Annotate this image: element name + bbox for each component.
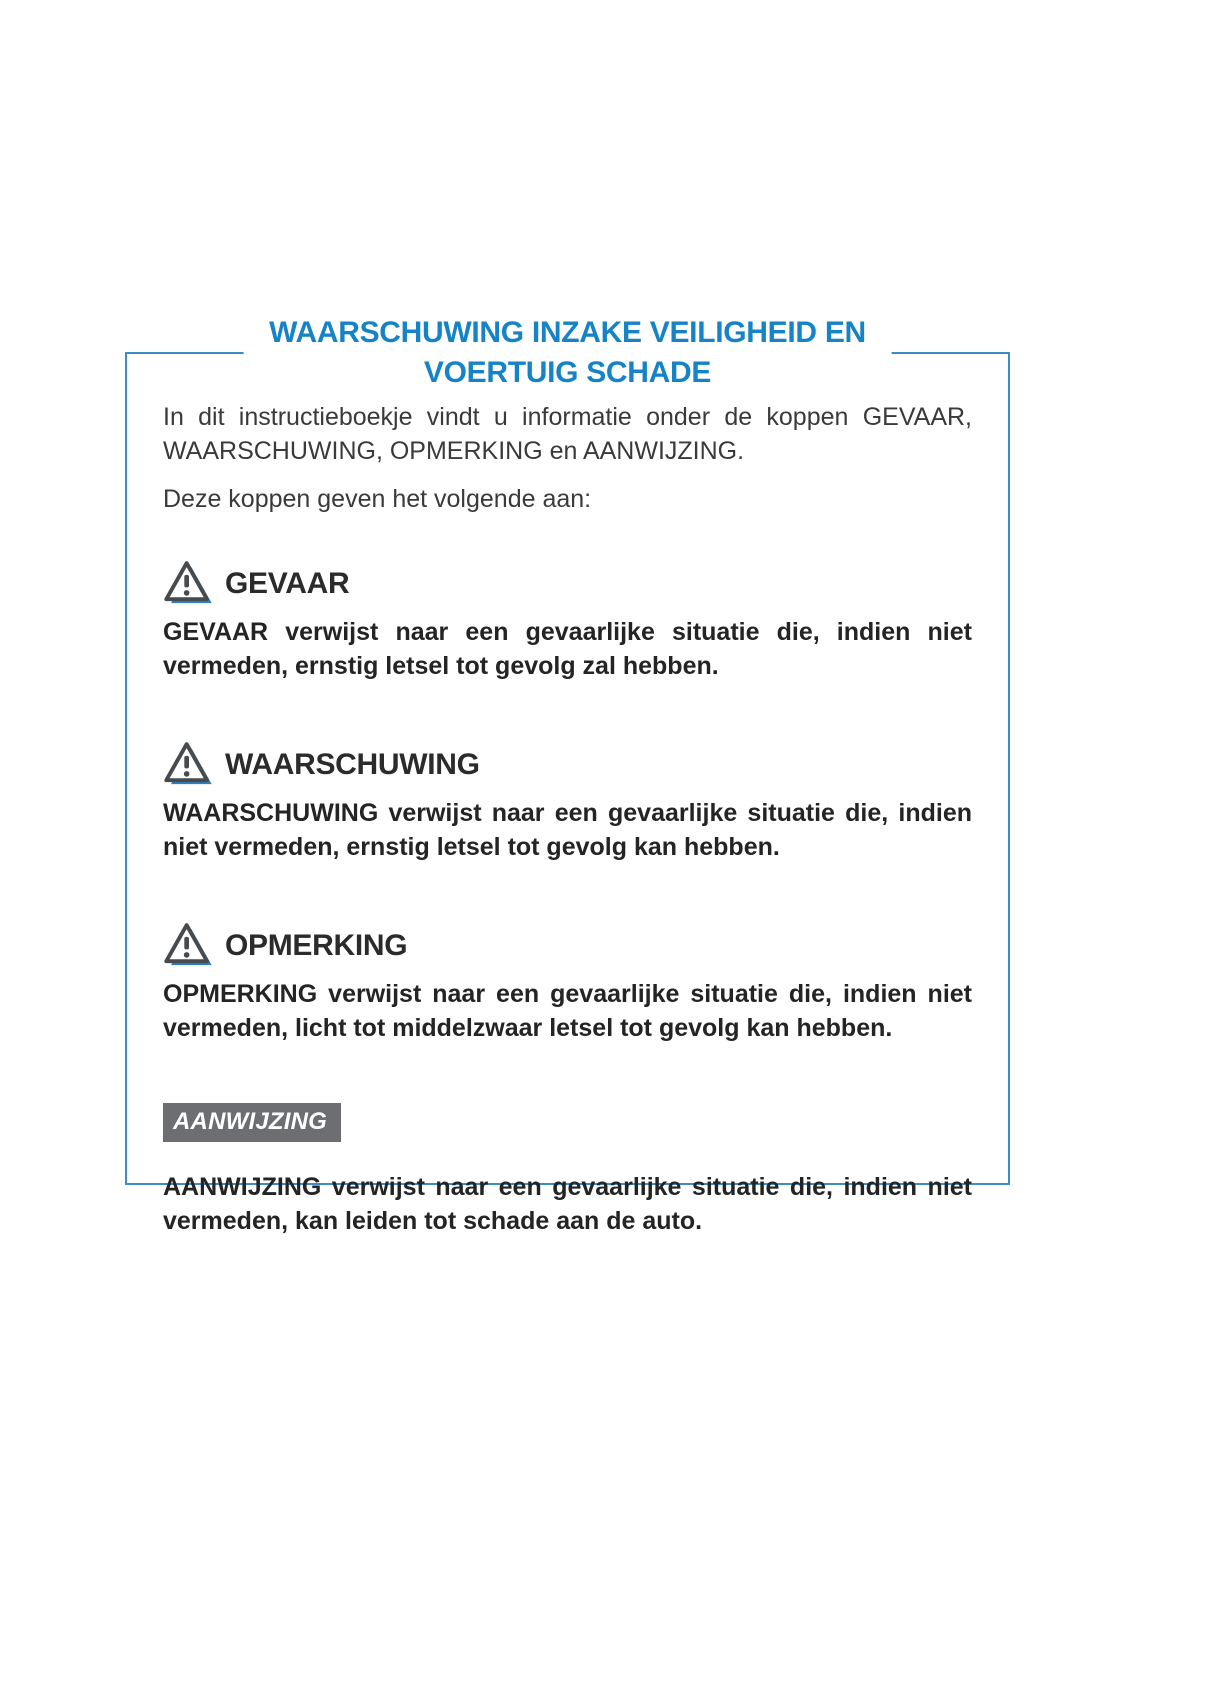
section-body-gevaar: GEVAAR verwijst naar een gevaarlijke situatie die, indien niet vermeden, ernstig letsel tot gevolg zal hebben. (163, 618, 972, 680)
notice-badge: AANWIJZING (163, 1103, 341, 1142)
caution-heading-row (163, 922, 972, 969)
section-heading-opmerking: OPMERKING (225, 928, 408, 962)
caution-section (163, 922, 972, 1045)
section-heading-gevaar: GEVAAR (225, 566, 350, 600)
box-content (127, 354, 1008, 1238)
section-heading-waarschuwing: WAARSCHUWING (225, 747, 480, 781)
section-body-waarschuwing: WAARSCHUWING verwijst naar een gevaarlijke situatie die, indien niet vermeden, ernstig letsel tot gevolg kan hebben. (163, 799, 972, 861)
section-body-opmerking: OPMERKING verwijst naar een gevaarlijke situatie die, indien niet vermeden, licht tot middelzwaar letsel tot gevolg kan hebben. (163, 980, 972, 1042)
safety-warning-box (125, 316, 1010, 1235)
warning-triangle-icon (163, 560, 215, 607)
warning-triangle-icon (163, 741, 215, 788)
warning-section (163, 741, 972, 864)
intro-paragraph: In dit instructieboekje vindt u informatie onder de koppen GEVAAR, WAARSCHUWING, OPMERKING en AANWIJZING. (163, 403, 972, 465)
notice-section (163, 1103, 972, 1238)
warning-triangle-icon (163, 922, 215, 969)
danger-heading-row (163, 560, 972, 607)
box-title-line1: WAARSCHUWING INZAKE VEILIGHEID EN (269, 316, 866, 349)
intro-subline: Deze koppen geven het volgende aan: (163, 485, 592, 513)
box-title (243, 313, 892, 393)
notice-body: AANWIJZING verwijst naar een gevaarlijke situatie die, indien niet vermeden, kan leiden tot schade aan de auto. (163, 1173, 972, 1235)
warning-heading-row (163, 741, 972, 788)
box-title-line2: VOERTUIG SCHADE (423, 356, 712, 389)
danger-section (163, 560, 972, 683)
